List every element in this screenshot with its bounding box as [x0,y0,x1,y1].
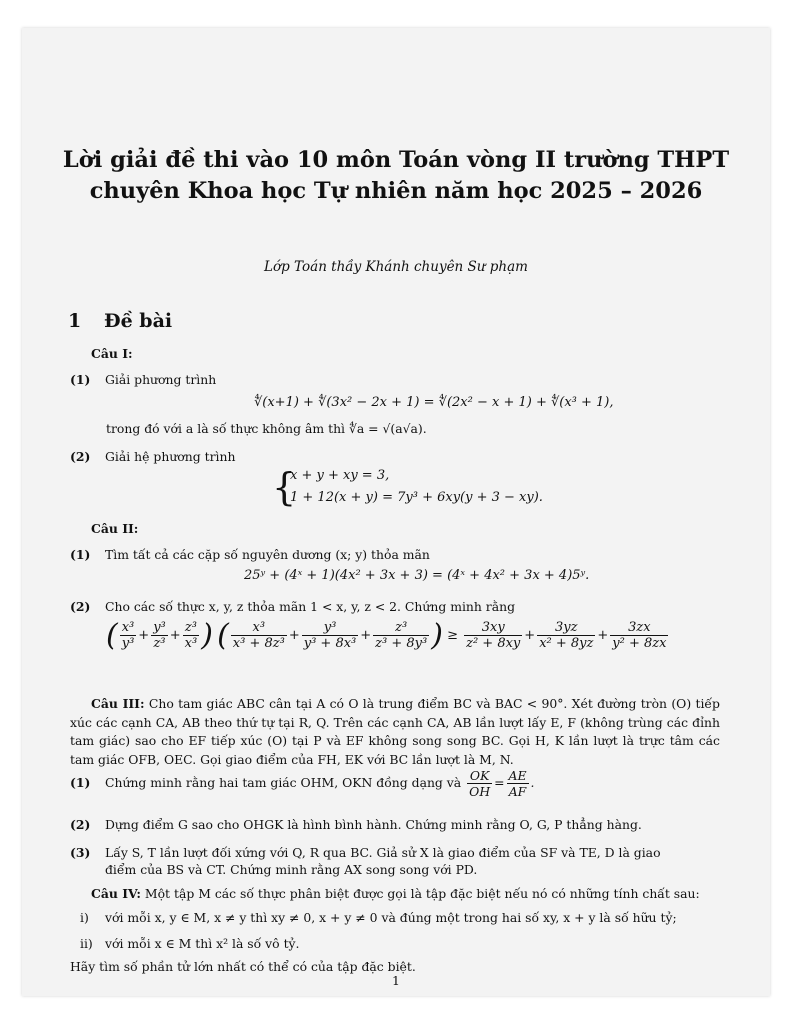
section-number: 1 [68,310,82,332]
q1-p1-text: Giải phương trình [105,372,217,387]
q3-part3 [70,844,661,878]
q3-part1 [70,765,534,801]
document-title: Lời giải đề thi vào 10 môn Toán vòng II trường THPT chuyên Khoa học Tự nhiên năm học 2025 – 2026 [62,147,730,204]
document-page [22,28,770,996]
q2-p2-inequality: ( $\frac{\text{x³}}{\text{y³}}$ + $\frac{\text{y³}}{\text{z³}}$ + $\frac{\text{z³}}{\text{x³}}$ ) ( $\frac{\text{x³}}{\text{x³ + 8z³}}$ + $\frac{\text{y³}}{\text{y³ + 8x³}}$ + $\frac{\text{z³}}{\text{z³ + 8y³}}$ ) ≥ $\frac{3xy}{\text{z² + 8xy}}$ + $\frac{3yz}{\text{x² + 8yz}}$ + $\frac{3zx}{\text{y² + 8zx}}$ [106,618,667,653]
q1-p2-text: Giải hệ phương trình [105,449,236,464]
q1-heading: Câu I: [91,346,133,361]
q1-part2 [70,448,235,465]
q1-p2-label: (2) [70,449,91,464]
q2-part1 [70,546,430,563]
q1-p1-note: trong đó với a là số thực không âm thì ∜a = √(a√a). [106,421,427,436]
q3-text: Cho tam giác ABC cân tại A có O là trung điểm BC và BAC < 90°. Xét đường tròn (O) tiếp xúc các cạnh CA, AB theo thứ tự tại R, Q. Trên các cạnh CA, AB lần lượt lấy E, F (không trùng các đỉnh tam giác) sao cho EF tiếp xúc (O) tại P và EF không song song BC. Gọi H, K lần lượt là trực tâm các tam giác OFB, OEC. Gọi giao điểm của FH, EK với BC lần lượt là M, N. [70,696,720,767]
q3-p2-label: (2) [70,817,91,832]
q2-p1-text: Tìm tất cả các cặp số nguyên dương (x; y) thỏa mãn [105,547,430,562]
q1-p2-eq2: 1 + 12(x + y) = 7y³ + 6xy(y + 3 − xy). [290,490,543,505]
q2-heading: Câu II: [91,521,139,536]
q4-statement [91,885,700,902]
q1-p1-equation: ∜(x+1) + ∜(3x² − 2x + 1) = ∜(2x² − x + 1) + ∜(x³ + 1), [254,395,614,410]
q3-heading: Câu III: [91,696,145,711]
system-brace: { [272,465,297,509]
q3-p1-label: (1) [70,775,91,790]
q3-statement [70,695,720,769]
q3-p2-text: Dựng điểm G sao cho OHGK là hình bình hành. Chứng minh rằng O, G, P thẳng hàng. [105,817,642,832]
q2-p2-text: Cho các số thực x, y, z thỏa mãn 1 < x, y, z < 2. Chứng minh rằng [105,599,516,614]
q2-p2-label: (2) [70,599,91,614]
section-title: Đề bài [104,310,173,332]
q1-p1-label: (1) [70,372,91,387]
q3-p3-line2: điểm của BS và CT. Chứng minh rằng AX song song với PD. [105,862,478,877]
q3-p1-text: Chứng minh rằng hai tam giác OHM, OKN đồng dạng và [105,775,462,790]
page-number: 1 [392,973,400,988]
q3-p3-line1: Lấy S, T lần lượt đối xứng với Q, R qua BC. Giả sử X là giao điểm của SF và TE, D là giao [105,845,661,860]
q4-heading: Câu IV: [91,886,141,901]
q3-p1-ratio: $\frac{OK}{OH}$ = $\frac{AE}{AF}$ . [469,768,535,799]
q4-text: Một tập M các số thực phân biệt được gọi là tập đặc biệt nếu nó có những tính chất sau: [144,886,700,901]
q4-ii-text: với mỗi x ∈ M thì x² là số vô tỷ. [105,936,300,951]
q2-part2 [70,598,515,615]
q2-p1-equation: 25ʸ + (4ˣ + 1)(4x² + 3x + 3) = (4ˣ + 4x² + 3x + 4)5ʸ. [244,568,590,583]
q4-final: Hãy tìm số phần tử lớn nhất có thể có của tập đặc biệt. [70,959,416,974]
q4-item-i [80,909,677,926]
q4-i-label: i) [80,910,89,925]
q3-part2 [70,816,642,833]
q4-i-text: với mỗi x, y ∈ M, x ≠ y thì xy ≠ 0, x + y ≠ 0 và đúng một trong hai số xy, x + y là số hữu tỷ; [105,910,677,925]
q1-p2-eq1: x + y + xy = 3, [290,468,390,483]
q2-p1-label: (1) [70,547,91,562]
q4-item-ii [80,935,300,952]
section-heading [68,310,172,332]
q3-p3-label: (3) [70,845,91,860]
q1-part1 [70,371,216,388]
document-author: Lớp Toán thầy Khánh chuyên Sư phạm [264,259,528,275]
q4-ii-label: ii) [80,936,93,951]
